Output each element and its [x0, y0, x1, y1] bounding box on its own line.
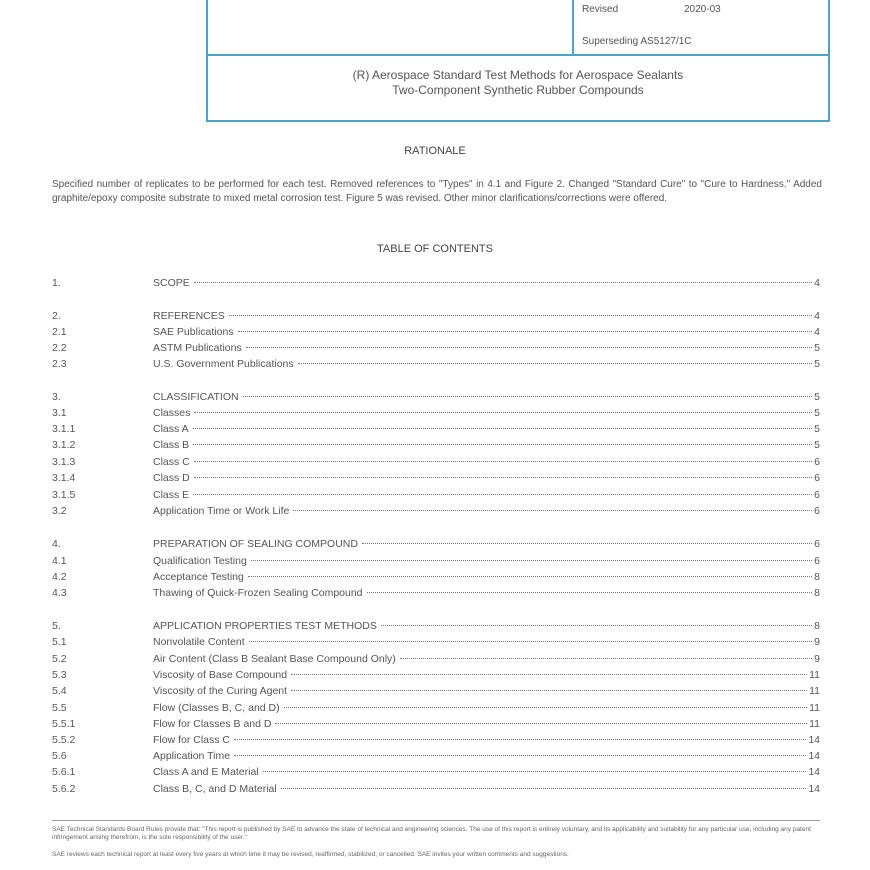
- document-header-box: [206, 0, 830, 122]
- toc-entry-page: 11: [809, 685, 820, 697]
- toc-entry-title: Classes: [153, 407, 191, 419]
- toc-entry-number: 5.4: [52, 685, 67, 697]
- toc-dot-leader: [194, 412, 812, 413]
- toc-entry-page: 14: [808, 766, 820, 778]
- toc-entry[interactable]: [52, 702, 820, 716]
- toc-entry[interactable]: [52, 620, 820, 634]
- rationale-heading: RATIONALE: [404, 145, 466, 157]
- toc-dot-leader: [381, 625, 812, 626]
- toc-dot-leader: [243, 396, 813, 397]
- toc-entry-title: PREPARATION OF SEALING COMPOUND: [153, 538, 358, 550]
- toc-entry[interactable]: [52, 636, 820, 650]
- toc-entry-number: 2.2: [52, 342, 67, 354]
- toc-entry-line: [153, 407, 820, 419]
- toc-entry-page: 14: [808, 734, 820, 746]
- footer-review-note: SAE reviews each technical report at least every five years at which time it may be revised, reaffirmed, stabilized, or cancelled. SAE invites your written comments and suggestions.: [52, 851, 569, 858]
- toc-dot-leader: [234, 739, 806, 740]
- toc-entry-title: Flow (Classes B, C, and D): [153, 702, 280, 714]
- toc-dot-leader: [367, 592, 813, 593]
- toc-dot-leader: [263, 771, 807, 772]
- revised-label: Revised: [582, 4, 619, 15]
- toc-dot-leader: [229, 315, 812, 316]
- toc-entry[interactable]: [52, 342, 820, 356]
- toc-entry-title: Flow for Classes B and D: [153, 718, 272, 730]
- toc-entry-page: 5: [814, 391, 820, 403]
- toc-entry-number: 5.2: [52, 653, 67, 665]
- toc-entry-title: Flow for Class C: [153, 734, 231, 746]
- toc-entry-number: 3.1.1: [52, 423, 76, 435]
- header-info-row: [208, 0, 828, 56]
- toc-entry[interactable]: [52, 391, 820, 405]
- toc-entry[interactable]: [52, 505, 820, 519]
- toc-entry[interactable]: [52, 669, 820, 683]
- toc-dot-leader: [291, 690, 807, 691]
- toc-entry-number: 4.3: [52, 587, 67, 599]
- toc-entry-line: [153, 439, 820, 451]
- toc-entry[interactable]: [52, 653, 820, 667]
- toc-entry-page: 11: [809, 702, 820, 714]
- toc-entry[interactable]: [52, 587, 820, 601]
- toc-entry-line: [153, 342, 820, 354]
- toc-dot-leader: [194, 461, 812, 462]
- toc-entry-line: [153, 358, 820, 370]
- toc-entry-line: [153, 277, 820, 289]
- toc-entry-title: REFERENCES: [153, 310, 225, 322]
- toc-entry-page: 6: [814, 472, 820, 484]
- toc-entry[interactable]: [52, 358, 820, 372]
- toc-entry-line: [153, 620, 820, 632]
- superseding-label: Superseding AS5127/1C: [582, 36, 692, 47]
- toc-entry[interactable]: [52, 456, 820, 470]
- toc-entry[interactable]: [52, 571, 820, 585]
- toc-dot-leader: [298, 363, 813, 364]
- toc-entry-number: 5.5: [52, 702, 67, 714]
- toc-entry-line: [153, 555, 820, 567]
- toc-entry-page: 6: [814, 505, 820, 517]
- toc-entry[interactable]: [52, 423, 820, 437]
- footer-disclaimer: SAE Technical Standards Board Rules provide that: "This report is published by SAE to advance the state of technical and engineering sciences. The use of this report is entirely voluntary, and its applicability and suitability for any particular use, including any patent infringement arising therefrom, is the sole responsibility of the user.": [52, 826, 811, 841]
- toc-entry-title: Acceptance Testing: [153, 571, 244, 583]
- document-title-line2: Two-Component Synthetic Rubber Compounds: [392, 83, 644, 97]
- toc-entry[interactable]: [52, 326, 820, 340]
- toc-entry-page: 6: [814, 555, 820, 567]
- toc-entry-line: [153, 489, 820, 501]
- toc-entry-title: Thawing of Quick-Frozen Sealing Compound: [153, 587, 363, 599]
- toc-entry-line: [153, 636, 820, 648]
- toc-entry[interactable]: [52, 750, 820, 764]
- toc-entry-title: APPLICATION PROPERTIES TEST METHODS: [153, 620, 377, 632]
- toc-entry-page: 5: [814, 358, 820, 370]
- footer-divider: [52, 820, 820, 821]
- toc-entry-line: [153, 685, 820, 697]
- toc-entry-page: 6: [814, 489, 820, 501]
- toc-entry-page: 11: [809, 718, 820, 730]
- toc-entry-page: 4: [814, 310, 820, 322]
- toc-entry-line: [153, 718, 820, 730]
- toc-entry-number: 2.3: [52, 358, 67, 370]
- toc-entry-number: 2.: [52, 310, 61, 322]
- toc-entry[interactable]: [52, 734, 820, 748]
- toc-entry-title: Class A and E Material: [153, 766, 259, 778]
- toc-entry[interactable]: [52, 783, 820, 797]
- toc-entry-title: ASTM Publications: [153, 342, 242, 354]
- rationale-text: Specified number of replicates to be performed for each test. Removed references to "Types" in 4.1 and Figure 2. Changed "Standard Cure" to "Cure to Hardness." Added graphite/epoxy composite substrate to mixed metal corrosion test. Figure 5 was revised. Other minor clarifications/corrections were offered.: [52, 179, 822, 204]
- toc-entry-page: 6: [814, 456, 820, 468]
- toc-dot-leader: [362, 543, 812, 544]
- toc-dot-leader: [193, 428, 813, 429]
- toc-entry-number: 5.1: [52, 636, 67, 648]
- toc-dot-leader: [400, 658, 812, 659]
- toc-entry-page: 4: [814, 277, 820, 289]
- toc-entry-line: [153, 472, 820, 484]
- toc-entry-line: [153, 456, 820, 468]
- toc-entry-page: 8: [814, 620, 820, 632]
- toc-entry-line: [153, 587, 820, 599]
- toc-dot-leader: [284, 707, 807, 708]
- toc-dot-leader: [193, 494, 812, 495]
- toc-entry-page: 5: [814, 342, 820, 354]
- toc-dot-leader: [251, 560, 812, 561]
- toc-entry-title: Class E: [153, 489, 190, 501]
- toc-entry-page: 8: [814, 587, 820, 599]
- document-title: [208, 68, 828, 98]
- toc-entry-number: 2.1: [52, 326, 67, 338]
- toc-entry-number: 3.1.5: [52, 489, 76, 501]
- toc-entry-number: 5.: [52, 620, 61, 632]
- toc-entry-number: 3.1.2: [52, 439, 76, 451]
- toc-entry-line: [153, 750, 820, 762]
- toc-entry-page: 8: [814, 571, 820, 583]
- toc-entry-title: Viscosity of the Curing Agent: [153, 685, 288, 697]
- toc-entry-line: [153, 571, 820, 583]
- toc-entry-line: [153, 734, 820, 746]
- toc-entry-number: 5.6.1: [52, 766, 76, 778]
- toc-entry-title: Air Content (Class B Sealant Base Compound Only): [153, 653, 396, 665]
- document-title-line1: (R) Aerospace Standard Test Methods for Aerospace Sealants: [352, 68, 684, 82]
- toc-entry-number: 3.1.3: [52, 456, 76, 468]
- toc-entry-page: 6: [814, 538, 820, 550]
- toc-entry-line: [153, 766, 820, 778]
- toc-entry-title: Class B, C, and D Material: [153, 783, 277, 795]
- toc-entry-title: CLASSIFICATION: [153, 391, 239, 403]
- toc-entry-number: 3.: [52, 391, 61, 403]
- toc-entry-page: 5: [814, 423, 820, 435]
- toc-entry-line: [153, 326, 820, 338]
- toc-entry-number: 4.2: [52, 571, 67, 583]
- toc-dot-leader: [291, 674, 807, 675]
- toc-heading: TABLE OF CONTENTS: [377, 243, 493, 255]
- toc-entry[interactable]: [52, 718, 820, 732]
- toc-dot-leader: [293, 510, 812, 511]
- toc-entry-number: 5.3: [52, 669, 67, 681]
- toc-entry-page: 9: [814, 636, 820, 648]
- toc-entry-page: 4: [814, 326, 820, 338]
- toc-entry-line: [153, 505, 820, 517]
- toc-dot-leader: [193, 444, 812, 445]
- toc-entry-number: 5.6: [52, 750, 67, 762]
- toc-entry-line: [153, 423, 820, 435]
- toc-entry-number: 4.: [52, 538, 61, 550]
- toc-entry-number: 5.5.1: [52, 718, 76, 730]
- toc-entry-title: Class C: [153, 456, 190, 468]
- toc-entry[interactable]: [52, 310, 820, 324]
- toc-entry[interactable]: [52, 538, 820, 552]
- toc-dot-leader: [246, 347, 812, 348]
- toc-entry-title: Class D: [153, 472, 190, 484]
- toc-entry-line: [153, 538, 820, 550]
- toc-entry-page: 9: [814, 653, 820, 665]
- toc-entry[interactable]: [52, 685, 820, 699]
- toc-entry-title: Class A: [153, 423, 189, 435]
- toc-dot-leader: [194, 282, 812, 283]
- toc-entry-line: [153, 653, 820, 665]
- toc-entry-number: 1.: [52, 277, 61, 289]
- toc-entry[interactable]: [52, 472, 820, 486]
- toc-entry-title: Application Time or Work Life: [153, 505, 290, 517]
- toc-entry-page: 14: [808, 783, 820, 795]
- toc-entry[interactable]: [52, 277, 820, 291]
- toc-entry[interactable]: [52, 407, 820, 421]
- toc-dot-leader: [234, 755, 806, 756]
- toc-dot-leader: [238, 331, 813, 332]
- toc-entry-line: [153, 783, 820, 795]
- header-divider: [572, 0, 574, 54]
- toc-entry-title: SAE Publications: [153, 326, 234, 338]
- revised-date: 2020-03: [684, 4, 721, 15]
- toc-entry[interactable]: [52, 555, 820, 569]
- toc-entry-line: [153, 391, 820, 403]
- toc-entry-number: 3.1: [52, 407, 67, 419]
- toc-entry-number: 5.5.2: [52, 734, 76, 746]
- toc-entry-title: Viscosity of Base Compound: [153, 669, 288, 681]
- toc-dot-leader: [248, 576, 812, 577]
- toc-dot-leader: [194, 477, 812, 478]
- toc-dot-leader: [275, 723, 807, 724]
- toc-entry-number: 4.1: [52, 555, 67, 567]
- toc-entry-number: 5.6.2: [52, 783, 76, 795]
- toc-entry-page: 14: [808, 750, 820, 762]
- toc-entry-title: Nonvolatile Content: [153, 636, 245, 648]
- toc-entry-number: 3.2: [52, 505, 67, 517]
- toc-entry-line: [153, 669, 820, 681]
- toc-entry-title: Application Time: [153, 750, 231, 762]
- toc-entry[interactable]: [52, 766, 820, 780]
- toc-dot-leader: [281, 788, 807, 789]
- toc-entry-page: 5: [814, 407, 820, 419]
- toc-entry-title: SCOPE: [153, 277, 190, 289]
- toc-entry-page: 5: [814, 439, 820, 451]
- toc-dot-leader: [249, 641, 813, 642]
- toc-entry-title: U.S. Government Publications: [153, 358, 294, 370]
- toc-entry-line: [153, 702, 820, 714]
- toc-entry-line: [153, 310, 820, 322]
- toc-entry[interactable]: [52, 489, 820, 503]
- toc-entry-number: 3.1.4: [52, 472, 76, 484]
- toc-entry-page: 11: [809, 669, 820, 681]
- toc-entry[interactable]: [52, 439, 820, 453]
- toc-entry-title: Class B: [153, 439, 190, 451]
- toc-entry-title: Qualification Testing: [153, 555, 247, 567]
